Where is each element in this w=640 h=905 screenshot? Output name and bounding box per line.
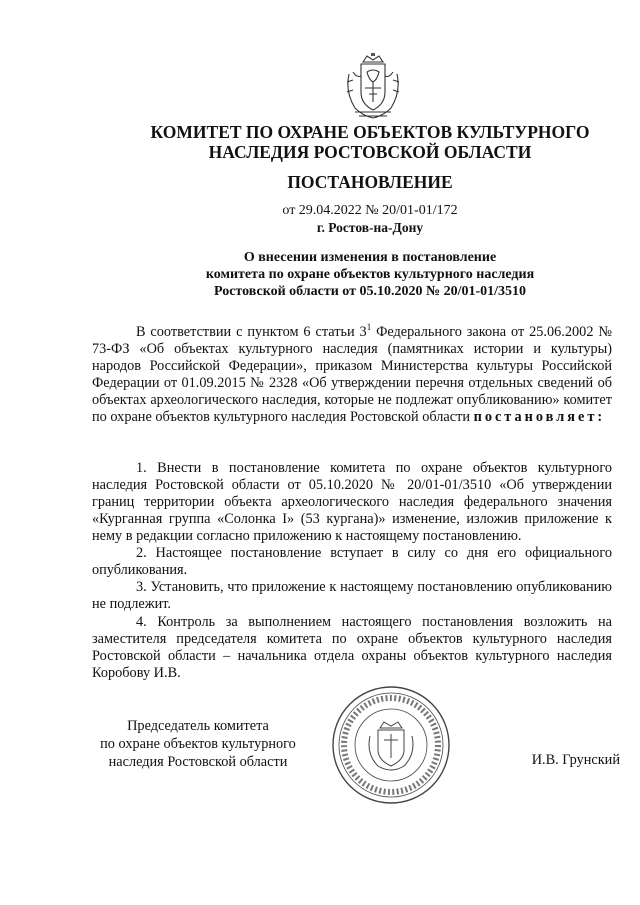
- list-item: 1. Внести в постановление комитета по охране объектов культурного наследия Ростовской области от 05.10.2020 № 20/01-01/3510 «Об утверждении границ территории объекта археологического наследия федерального значения «Курганная группа «Солонка I» (53 кургана)» изменение, изложив приложение к нему в редакции согласно приложению к настоящему постановлению.: [92, 460, 612, 545]
- official-seal-icon: [330, 684, 452, 806]
- preamble-text-rest: Федерального закона от 25.06.2002 № 73-ФЗ «Об объектах культурного наследия (памятниках истории и культуры) народов Российской Федерации», приказом Министерства культуры Российской Федерации от 01.09.2015 № 2328 «Об утверждении перечня отдельных сведений об объектах археологического наследия, которые не подлежат опубликованию» комитет по охране объектов культурного наследия Ростовской области: [92, 323, 613, 426]
- signatory-position: [88, 717, 308, 771]
- list-item: 3. Установить, что приложение к настоящему постановлению опубликованию не подлежит.: [92, 579, 612, 613]
- committee-name-line2: НАСЛЕДИЯ РОСТОВСКОЙ ОБЛАСТИ: [208, 142, 532, 162]
- subject-line2: комитета по охране объектов культурного наследия: [205, 267, 535, 282]
- document-type: ПОСТАНОВЛЕНИЕ: [287, 172, 453, 192]
- preamble-text-start: В соответствии с пунктом 6 статьи 3: [136, 323, 367, 340]
- signatory-position-line2: по охране объектов культурного: [100, 736, 296, 752]
- signatory-name: И.В. Грунский: [531, 752, 620, 768]
- subject-line1: О внесении изменения в постановление: [243, 250, 497, 265]
- resolves-word: постановляет:: [473, 409, 606, 426]
- preamble-paragraph: [92, 319, 612, 426]
- committee-name-line1: КОМИТЕТ ПО ОХРАНЕ ОБЪЕКТОВ КУЛЬТУРНОГО: [150, 122, 590, 142]
- subject-line3: Ростовской области от 05.10.2020 № 20/01-01/3510: [213, 284, 527, 299]
- coat-of-arms-icon: [341, 52, 405, 124]
- article-superscript: 1: [366, 322, 372, 332]
- list-item: 2. Настоящее постановление вступает в силу со дня его официального опубликования.: [92, 545, 612, 579]
- signatory-position-line1: Председатель комитета: [127, 718, 269, 734]
- list-item: 4. Контроль за выполнением настоящего постановления возложить на заместителя председателя комитета по охране объектов культурного наследия Ростовской области – начальника отдела охраны объектов культурного наследия Коробову И.В.: [92, 614, 612, 682]
- signatory-position-line3: наследия Ростовской области: [108, 754, 288, 770]
- document-date-number: от 29.04.2022 № 20/01-01/172: [282, 203, 458, 218]
- document-city: г. Ростов-на-Дону: [316, 220, 424, 235]
